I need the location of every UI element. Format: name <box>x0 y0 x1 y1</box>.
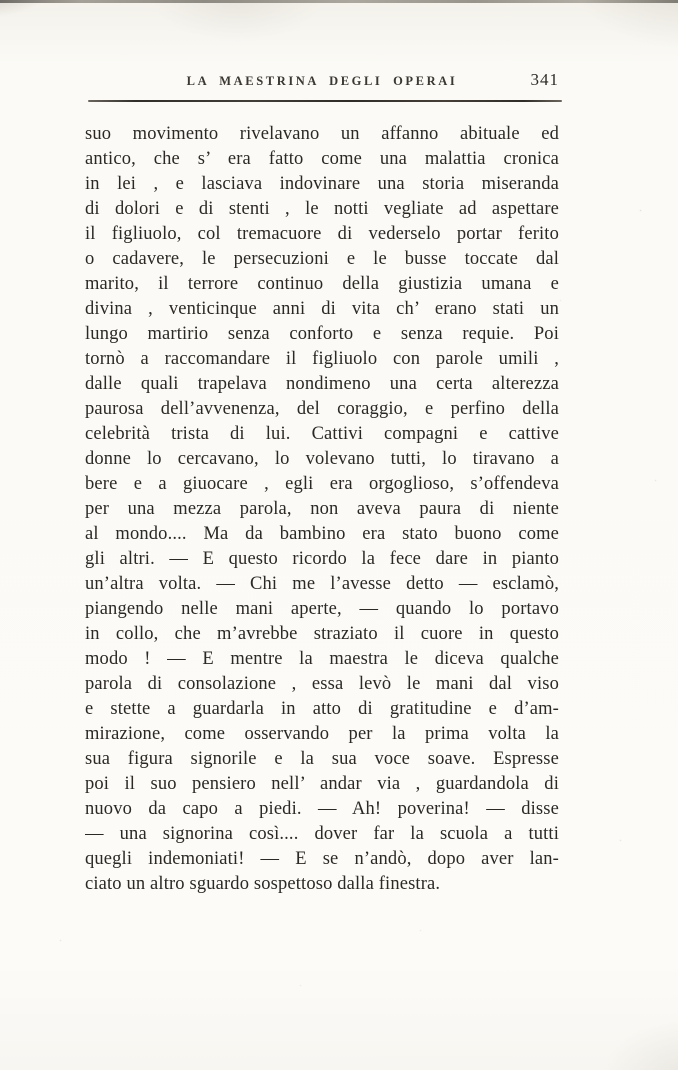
text-line: sua figura signorile e la sua voce soave. Espresse <box>85 749 559 769</box>
header-rule <box>88 100 562 102</box>
text-line: di dolori e di stenti , le notti vegliate ad aspettare <box>85 199 559 219</box>
text-line: il figliuolo, col tremacuore di vederselo portar ferito <box>85 224 559 244</box>
page-number: 341 <box>530 70 559 89</box>
text-line: lungo martirio senza conforto e senza requie. Poi <box>85 324 559 344</box>
text-line: ciato un altro sguardo sospettoso dalla finestra. <box>85 874 441 894</box>
scan-edge-artifact <box>0 0 678 3</box>
text-line: nuovo da capo a piedi. — Ah! poverina! — disse <box>85 799 559 819</box>
text-line: bere e a giuocare , egli era orgoglioso, s’offendeva <box>85 474 559 494</box>
running-title: LA MAESTRINA DEGLI OPERAI <box>186 74 458 88</box>
scan-noise-specks <box>0 0 1 1</box>
page-header <box>85 70 559 94</box>
text-line: un’altra volta. — Chi me l’avesse detto — esclamò, <box>85 574 559 594</box>
text-line: paurosa dell’avvenenza, del coraggio, e perfino della <box>85 399 559 419</box>
text-line: tornò a raccomandare il figliuolo con parole umili , <box>85 349 559 369</box>
text-line: per una mezza parola, non aveva paura di niente <box>85 499 559 519</box>
text-line: e stette a guardarla in atto di gratitudine e d’am- <box>85 699 559 719</box>
body-text-block <box>85 122 559 897</box>
text-line: poi il suo pensiero nell’ andar via , guardandola di <box>85 774 559 794</box>
text-line: mirazione, come osservando per la prima volta la <box>85 724 559 744</box>
text-line: celebrità trista di lui. Cattivi compagni e cattive <box>85 424 559 444</box>
text-line: in collo, che m’avrebbe straziato il cuore in questo <box>85 624 559 644</box>
text-line: — una signorina così.... dover far la scuola a tutti <box>85 824 559 844</box>
text-line: modo ! — E mentre la maestra le diceva qualche <box>85 649 559 669</box>
text-line: marito, il terrore continuo della giustizia umana e <box>85 274 559 294</box>
text-line: dalle quali trapelava nondimeno una certa alterezza <box>85 374 559 394</box>
text-line: al mondo.... Ma da bambino era stato buono come <box>85 524 559 544</box>
text-line: o cadavere, le persecuzioni e le busse toccate dal <box>85 249 559 269</box>
text-line: quegli indemoniati! — E se n’andò, dopo aver lan- <box>85 849 559 869</box>
text-line: piangendo nelle mani aperte, — quando lo portavo <box>85 599 559 619</box>
text-line: suo movimento rivelavano un affanno abituale ed <box>85 124 559 144</box>
text-line: donne lo cercavano, lo volevano tutti, lo tiravano a <box>85 449 559 469</box>
text-line: gli altri. — E questo ricordo la fece dare in pianto <box>85 549 559 569</box>
text-line: divina , venticinque anni di vita ch’ erano stati un <box>85 299 559 319</box>
text-line: in lei , e lasciava indovinare una storia miseranda <box>85 174 559 194</box>
text-line: antico, che s’ era fatto come una malattia cronica <box>85 149 559 169</box>
text-line: parola di consolazione , essa levò le mani dal viso <box>85 674 559 694</box>
